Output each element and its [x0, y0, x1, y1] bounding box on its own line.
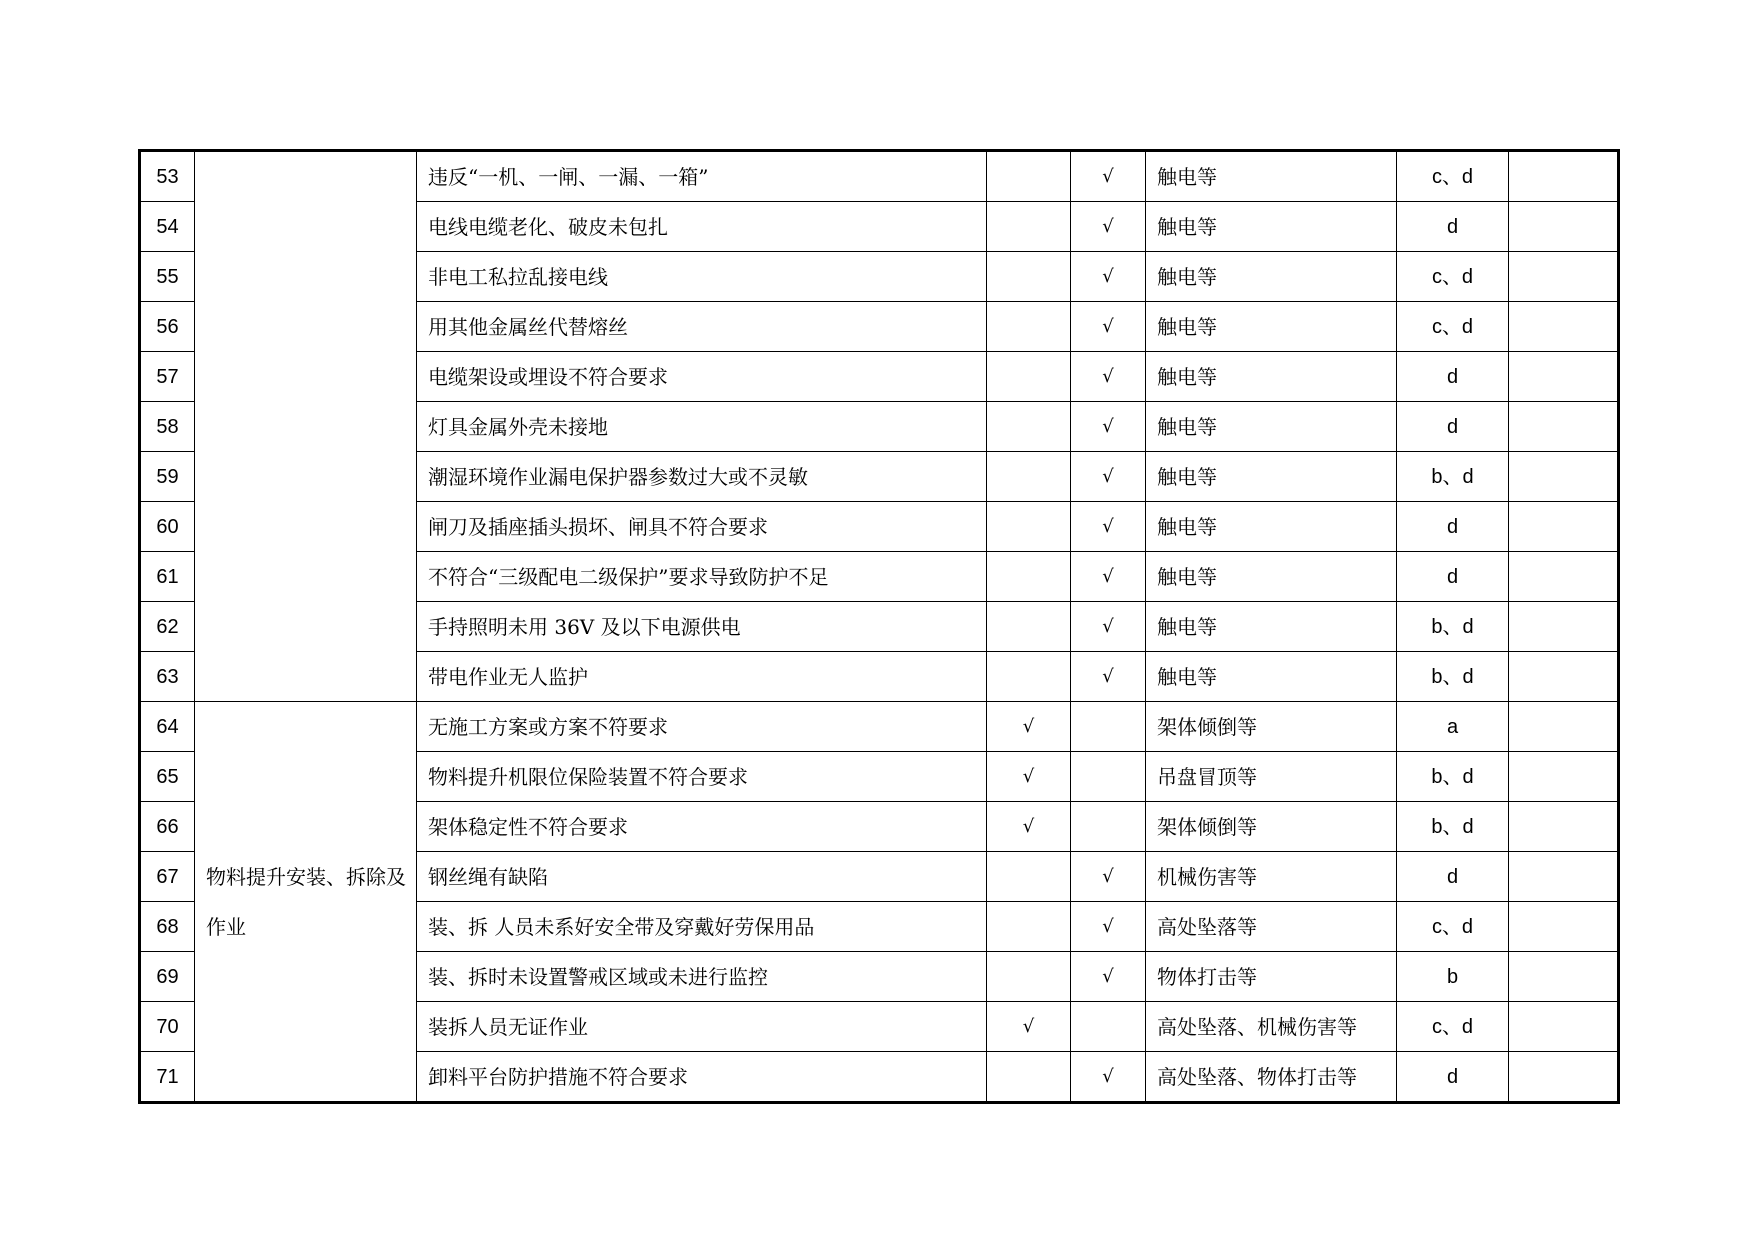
remark-cell: [1509, 952, 1619, 1002]
possible-result-cell: 触电等: [1146, 352, 1397, 402]
control-measure-cell: b、d: [1397, 802, 1509, 852]
control-measure-cell: c、d: [1397, 1002, 1509, 1052]
remark-cell: [1509, 352, 1619, 402]
check-b-cell: [1071, 752, 1146, 802]
row-number-cell: 54: [140, 202, 195, 252]
control-measure-cell: d: [1397, 402, 1509, 452]
hazard-item-cell: 卸料平台防护措施不符合要求: [417, 1052, 987, 1103]
check-a-cell: [987, 652, 1071, 702]
control-measure-cell: b、d: [1397, 602, 1509, 652]
remark-cell: [1509, 902, 1619, 952]
possible-result-cell: 架体倾倒等: [1146, 802, 1397, 852]
control-measure-cell: b: [1397, 952, 1509, 1002]
hazard-item-cell: 物料提升机限位保险装置不符合要求: [417, 752, 987, 802]
check-a-cell: [987, 852, 1071, 902]
row-number-cell: 66: [140, 802, 195, 852]
check-b-cell: √: [1071, 952, 1146, 1002]
table-body: [140, 151, 1619, 1103]
hazard-item-cell: 钢丝绳有缺陷: [417, 852, 987, 902]
possible-result-cell: 触电等: [1146, 602, 1397, 652]
check-b-cell: √: [1071, 652, 1146, 702]
category-label: 物料提升安装、拆除及作业: [206, 864, 406, 939]
check-a-cell: [987, 151, 1071, 202]
row-number-cell: 71: [140, 1052, 195, 1103]
check-a-cell: [987, 1052, 1071, 1103]
remark-cell: [1509, 1002, 1619, 1052]
possible-result-cell: 触电等: [1146, 552, 1397, 602]
remark-cell: [1509, 452, 1619, 502]
check-a-cell: [987, 602, 1071, 652]
control-measure-cell: c、d: [1397, 252, 1509, 302]
check-a-cell: [987, 502, 1071, 552]
row-number-cell: 53: [140, 151, 195, 202]
row-number-cell: 63: [140, 652, 195, 702]
check-b-cell: [1071, 802, 1146, 852]
table-row: [140, 702, 1619, 752]
control-measure-cell: d: [1397, 1052, 1509, 1103]
control-measure-cell: c、d: [1397, 302, 1509, 352]
control-measure-cell: c、d: [1397, 151, 1509, 202]
check-a-cell: [987, 252, 1071, 302]
hazard-item-cell: 手持照明未用 36V 及以下电源供电: [417, 602, 987, 652]
control-measure-cell: d: [1397, 202, 1509, 252]
control-measure-cell: d: [1397, 352, 1509, 402]
check-b-cell: √: [1071, 252, 1146, 302]
check-b-cell: √: [1071, 402, 1146, 452]
remark-cell: [1509, 602, 1619, 652]
row-number-cell: 57: [140, 352, 195, 402]
hazard-item-cell: 闸刀及插座插头损坏、闸具不符合要求: [417, 502, 987, 552]
category-cell: [195, 702, 417, 1103]
row-number-cell: 56: [140, 302, 195, 352]
remark-cell: [1509, 652, 1619, 702]
possible-result-cell: 机械伤害等: [1146, 852, 1397, 902]
check-a-cell: [987, 552, 1071, 602]
possible-result-cell: 触电等: [1146, 151, 1397, 202]
remark-cell: [1509, 752, 1619, 802]
check-b-cell: √: [1071, 1052, 1146, 1103]
hazard-item-cell: 带电作业无人监护: [417, 652, 987, 702]
possible-result-cell: 触电等: [1146, 202, 1397, 252]
remark-cell: [1509, 852, 1619, 902]
possible-result-cell: 高处坠落、物体打击等: [1146, 1052, 1397, 1103]
check-a-cell: [987, 452, 1071, 502]
hazard-item-cell: 装、拆时未设置警戒区域或未进行监控: [417, 952, 987, 1002]
hazard-item-cell: 非电工私拉乱接电线: [417, 252, 987, 302]
control-measure-cell: b、d: [1397, 652, 1509, 702]
hazard-table: [138, 149, 1620, 1104]
check-a-cell: [987, 202, 1071, 252]
check-a-cell: √: [987, 802, 1071, 852]
row-number-cell: 64: [140, 702, 195, 752]
check-b-cell: √: [1071, 452, 1146, 502]
table-row: [140, 151, 1619, 202]
remark-cell: [1509, 151, 1619, 202]
row-number-cell: 70: [140, 1002, 195, 1052]
check-b-cell: √: [1071, 552, 1146, 602]
possible-result-cell: 触电等: [1146, 652, 1397, 702]
remark-cell: [1509, 402, 1619, 452]
hazard-item-cell: 无施工方案或方案不符要求: [417, 702, 987, 752]
row-number-cell: 67: [140, 852, 195, 902]
check-a-cell: [987, 402, 1071, 452]
control-measure-cell: b、d: [1397, 752, 1509, 802]
check-a-cell: [987, 952, 1071, 1002]
hazard-item-cell: 装、拆 人员未系好安全带及穿戴好劳保用品: [417, 902, 987, 952]
check-b-cell: [1071, 702, 1146, 752]
hazard-item-cell: 潮湿环境作业漏电保护器参数过大或不灵敏: [417, 452, 987, 502]
check-a-cell: √: [987, 1002, 1071, 1052]
possible-result-cell: 触电等: [1146, 402, 1397, 452]
check-b-cell: √: [1071, 502, 1146, 552]
hazard-item-cell: 电线电缆老化、破皮未包扎: [417, 202, 987, 252]
check-b-cell: √: [1071, 202, 1146, 252]
remark-cell: [1509, 1052, 1619, 1103]
control-measure-cell: a: [1397, 702, 1509, 752]
control-measure-cell: d: [1397, 552, 1509, 602]
check-a-cell: √: [987, 752, 1071, 802]
row-number-cell: 60: [140, 502, 195, 552]
remark-cell: [1509, 802, 1619, 852]
check-b-cell: √: [1071, 602, 1146, 652]
control-measure-cell: d: [1397, 852, 1509, 902]
check-b-cell: √: [1071, 852, 1146, 902]
hazard-item-cell: 架体稳定性不符合要求: [417, 802, 987, 852]
possible-result-cell: 触电等: [1146, 502, 1397, 552]
row-number-cell: 55: [140, 252, 195, 302]
check-b-cell: √: [1071, 352, 1146, 402]
check-a-cell: √: [987, 702, 1071, 752]
remark-cell: [1509, 252, 1619, 302]
row-number-cell: 69: [140, 952, 195, 1002]
possible-result-cell: 触电等: [1146, 452, 1397, 502]
row-number-cell: 68: [140, 902, 195, 952]
hazard-item-cell: 不符合“三级配电二级保护”要求导致防护不足: [417, 552, 987, 602]
remark-cell: [1509, 502, 1619, 552]
row-number-cell: 62: [140, 602, 195, 652]
row-number-cell: 65: [140, 752, 195, 802]
hazard-item-cell: 装拆人员无证作业: [417, 1002, 987, 1052]
control-measure-cell: d: [1397, 502, 1509, 552]
check-b-cell: [1071, 1002, 1146, 1052]
control-measure-cell: b、d: [1397, 452, 1509, 502]
category-cell: [195, 151, 417, 702]
hazard-item-cell: 电缆架设或埋设不符合要求: [417, 352, 987, 402]
remark-cell: [1509, 302, 1619, 352]
possible-result-cell: 吊盘冒顶等: [1146, 752, 1397, 802]
possible-result-cell: 架体倾倒等: [1146, 702, 1397, 752]
hazard-item-cell: 灯具金属外壳未接地: [417, 402, 987, 452]
hazard-item-cell: 用其他金属丝代替熔丝: [417, 302, 987, 352]
possible-result-cell: 触电等: [1146, 302, 1397, 352]
check-b-cell: √: [1071, 902, 1146, 952]
remark-cell: [1509, 702, 1619, 752]
hazard-item-cell: 违反“一机、一闸、一漏、一箱”: [417, 151, 987, 202]
row-number-cell: 58: [140, 402, 195, 452]
possible-result-cell: 触电等: [1146, 252, 1397, 302]
check-b-cell: √: [1071, 151, 1146, 202]
row-number-cell: 61: [140, 552, 195, 602]
possible-result-cell: 高处坠落等: [1146, 902, 1397, 952]
check-b-cell: √: [1071, 302, 1146, 352]
remark-cell: [1509, 552, 1619, 602]
possible-result-cell: 高处坠落、机械伤害等: [1146, 1002, 1397, 1052]
check-a-cell: [987, 902, 1071, 952]
remark-cell: [1509, 202, 1619, 252]
control-measure-cell: c、d: [1397, 902, 1509, 952]
possible-result-cell: 物体打击等: [1146, 952, 1397, 1002]
row-number-cell: 59: [140, 452, 195, 502]
check-a-cell: [987, 302, 1071, 352]
check-a-cell: [987, 352, 1071, 402]
